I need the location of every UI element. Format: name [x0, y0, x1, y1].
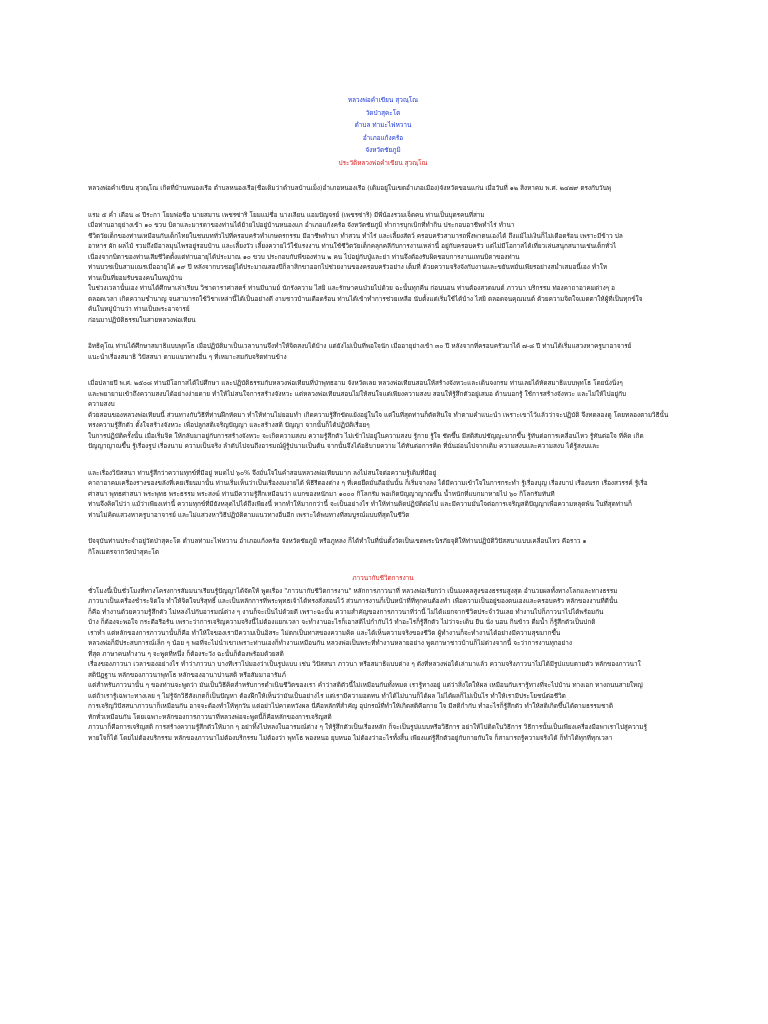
paragraph	[88, 468, 768, 521]
header-line-province: จังหวัดชัยภูมิ	[365, 146, 401, 154]
text-line: ท่านจึงคิดไปว่า แม้ว่าเพียงเท่านี้ ความทุกข์ที่มียังหลุดไปได้ถึงเพียงนี้ หากทำให้มากกว่านี้ จะเป็นอย่างไร ทำให้ท่านติดปฏิบัติต่อไป และมีความมั่นใจต่อการเจริญสติปัญญาเพื่อความหลุดพ้น ในที่สุดท่านก็	[88, 500, 632, 508]
text-line: ในการปฏิบัติครั้งนั้น เมื่อเริ่มจิต ให้กลับมาอยู่กับการสร้างจังหวะ จะเกิดความสงบ ความรู้สึกตัว ไม่เข้าไปอยู่ในความสงบ รู้กาย รู้ใจ ชัดขึ้น มีสติสัมปชัญญะมากขึ้น รู้ทันต่อการเคลื่อนไหว รู้ทันต่อใจ ที่คิด เกิด	[88, 431, 644, 440]
text-line: ภาวนาเป็นเครื่องชำระจิตใจ ทำให้จิตใจบริสุทธิ์ และเป็นหลักการที่พระพุทธเจ้าได้ทรงสั่งสอนไว้ ส่วนการงานก็เป็นหน้าที่ที่ทุกคนต้องทำ เพื่อความเป็นอยู่ของตนเองและครอบครัว หลักของงานที่ดีนั้น	[88, 597, 618, 605]
text-line: แรม ๕ ค่ำ เดือน ๘ ปีระกา โยมพ่อชื่อ นายสมาน เพชรซ่าริ โยมแม่ชื่อ นางเลียน แอมปัญจรย์ (เพชรซ่าริ) มีพี่น้องรวมเจ็ดคน ท่านเป็นบุตรคนที่สาม	[88, 210, 485, 219]
text-line: ชีวิตวัยเด็กของท่านเหมือนกับเด็กไทยในชนบททั่วไปที่ครอบครัวทำเกษตรกรรม มีอาชีพทำนา ทำสวน ทำไร่ และเลี้ยงสัตว์ ครอบครัวสามารถพึ่งพาตนเองได้ ถึงแม้ไม่เงินก็ไม่เดือดร้อน เพราะมีข้าว ปล	[88, 231, 623, 240]
text-line: ชั่วโมงนี้เป็นชั่วโมงที่ทางโครงการสัมมนาเรียนรู้ปัญญาได้จัดให้ พูดเรื่อง "ภาวนากับชีวิตการงาน" หลักการภาวนาที่ หลวงพ่อเรียกว่า เป็นมงคลสูงของธรรมสูงสุด อำนวยผลทั้งทางโลกและทางธรรม	[88, 586, 618, 595]
text-line: ปัญญาญาณขึ้น รู้เรื่องรูป เรื่องนาม ความเป็นจริง ลำดับไปจนถึงอารมณ์ผู้รู้ปนามเป็นต้น จากนั้นจึงได้อธิบายความ ได้ทันต่อการคิด ที่นั่นอ่อนไปจากเดิม ความสงบและความสงบ ได้รู้สงบและ	[88, 442, 600, 450]
header-subtitle: ประวัติหลวงพ่อคำเขียน สุวณฺโณ	[338, 158, 428, 167]
text-line: แต่สำหรับภาวนานั้น ๆ ของท่านจะพูดว่า มันเป็นวิธีคิดสำหรับการดำเนินชีวิตของเรา คำว่าสติตัวนี้ไม่เหมือนกันทั้งหมด เรารู้ทางอยู่ แต่ว่าสิ่งใดให้ผล เหมือนกับเรารู้ทางที่จะไปบ้าน ทางเอก ทางถนนสายใหญ่	[88, 681, 643, 689]
text-line: ทรงความรู้สึกตัว ตั้งใจสร้างจังหวะ เพื่อปลูกสติเจริญปัญญา และสร้างสติ ปัญญา จากนั้นก็ได้ปฏิบัติเรื่อยๆ	[88, 421, 370, 429]
text-line: ปัจจุบันท่านประจำอยู่วัดป่าสุคะโต ตำบลท่ามะไฟหวาน อำเภอแก้งคร้อ จังหวัดชัยภูมิ หรือภูหลง ก็ได้ทำในที่นั่นตั้งวัดเป็นเขตพระนิรภัยจุติให้ท่านปฏิบัติวิปัสสนาแบบเคลื่อนไหว คือราว ๑	[88, 537, 587, 545]
text-line: และพยายามเข้าถึงความสงบได้อย่างง่ายดาย ทำให้ไม่สนใจการสร้างจังหวะ แต่หลวงพ่อเทียนสอนไม่ให้สนใจแต่เพียงความสงบ สอนให้รู้สึกตัวอยู่เสมอ ด้านนอกรู้ ใช้การสร้างจังหวะ และไม่ให้ไปอยู่กับ	[88, 389, 627, 398]
text-line: เรื่องของภาวนา เวลาของอย่างไร ทำว่าภาวนา บางทีเราไปมองว่าเป็นรูปแบบ เช่น วิปัสสนา ภาวนา หรือสมาธิแบบต่าง ๆ ดังที่หลวงพ่อได้เล่ามาแล้ว ความจริงภาวนาไม่ได้มีรูปแบบตายตัว หลักของภาวนาใ	[88, 660, 641, 668]
text-line: ศาสนา พุทธศาสนา พระพุทธ พระธรรม พระสงฆ์ ท่านมีความรู้สึกเหมือนว่า แบกของหนักมา ๑๐๐๐ กิโลกรัม พอเกิดปัญญาญาณขึ้น น้ำหนักที่แบกมาหายไป ๖๐ กิโลกรัมทันที	[88, 489, 555, 498]
text-line: ความสงบ	[88, 400, 115, 408]
text-line: ท่านเป็นที่ยอมรับของคนในหมู่บ้าน	[88, 273, 183, 282]
section-title: ภาวนากับชีวิตการงาน	[352, 574, 414, 582]
text-line: อิทธิคุโณ ท่านได้ศึกษาสมาธิแบบพุทโธ เมื่อปฏิบัติมาเป็นเวลานานจึงทำให้จิตสงบได้บ้าง แต่ยังไม่เป็นที่พอใจนัก เมื่ออายุย่างเข้า ๓๐ ปี หลังจากที่ครอบครัวมาได้ ๗-๘ ปี ท่านได้เริ่มแสวงหาครูบาอาจารย์	[88, 342, 632, 350]
header-line-name: หลวงพ่อคำเขียน สุวณฺโณ	[347, 96, 419, 104]
header-line-temple: วัดป่าสุคะโต	[365, 108, 401, 117]
text-line: เมื่อท่านอายุย่างเข้า ๑๐ ขวบ บิดาและมารดาของท่านได้ย้ายไปอยู่บ้านหนองแก อำเภอแก้งคร้อ จังหวัดชัยภูมิ ทำการบุกเบิกที่ทำกิน ประกอบอาชีพทำไร่ ทำนา	[88, 221, 515, 229]
section-meditation-and-work	[88, 573, 768, 743]
text-line: แต่ถ้าเรารู้เฉพาะทางเลย ๆ ไม่รู้จักวิธีสังเกตก็เป็นปัญหา ต้องฝึกให้เห็นว่ามันเป็นอย่างไร แต่เรามีความอดทน ทำได้ไม่นานก็ได้ผล ไม่ได้ผลก็ไม่เป็นไร ทำให้เรามีประโยชน์ต่อชีวิต	[88, 691, 566, 700]
text-line: ก็คือ ทำงานด้วยความรู้สึกตัว ไม่หลงไปกับอารมณ์ต่าง ๆ งานก็จะเป็นไปด้วยดี เพราะฉะนั้น ความสำคัญของการภาวนาที่ว่านี้ ไม่ได้แยกจากชีวิตประจำวันเลย ทำงานไปก็ภาวนาไปได้พร้อมกัน	[88, 607, 604, 616]
paragraph	[88, 210, 768, 326]
text-line: ในช่วงเวลานั้นเอง ท่านได้ศึกษาเล่าเรียน วิชาดาราศาสตร์ ท่านมีนามย์ นักรังความ ไสยิ และรักษาคนป่วยไปด้วย ฉะนั้นทุกคืน ก่อนนอน ท่านต้องสวดมนต์ ภาวนา บริกรรม ท่องคาถาอาคมต่างๆ อ	[88, 284, 616, 292]
text-line: ด้วยสอนของหลวงพ่อเทียนนี้ ส่วนทางกับวิธีที่ท่านฝึกหัดมา ทำให้ท่านไม่ยอมทำ เกิดความรู้สึกขัดแย้งอยู่ในใจ แต่ในที่สุดท่านก็ตัดสินใจ ทำตามคำแนะนำ เพราะเขาไว้แล้วว่าจะปฏิบัติ จึงทดลองดู โดยทลองตามวิธีนั้น	[88, 410, 669, 419]
text-line: หายใจก็ได้ โดยไม่ต้องบริกรรม หลักของภาวนาไม่ต้องบริกรรม ไม่ต้องว่า พุทโธ พองหนอ ยุบหนอ ไม่ต้องว่าอะไรทั้งสิ้น เพียงแต่รู้สึกตัวอยู่กับกายกับใจ ก็สามารถรู้ความจริงได้ ก็ทำได้ทุกที่ทุกเวลา	[88, 733, 613, 742]
text-line: ที่สุด ภาษาคนทำงาน ๆ จะพูดที่หนึ่ง ก็ต้องระวัง ฉะนั้นก็ต้องพร้อมด้วยสติ	[88, 649, 284, 658]
text-line: กิโลเมตรจากวัดป่าสุคะโต	[88, 547, 159, 556]
header-line-subdistrict: ตำบล ท่ามะไฟหวาน	[354, 121, 412, 129]
text-line: เมื่อปลายปี พ.ศ. ๒๕๐๘ ท่านมีโอกาสได้ไปศึกษา และปฏิบัติธรรมกับหลวงพ่อเทียนที่ป่าพุทธอาม จังหวัดเลย หลวงพ่อเทียนสอนให้สร้างจังหวะและเดินจงกรม ท่านเลยได้หัดสมาธิแบบพุทโธ โดยนั่งนิ่งๆ	[88, 379, 623, 387]
text-line: สติปัฏฐาน หลักของภาวนาพุทโธ หลักของอานาปานสติ หรือสัมมาอารัมภ์	[88, 670, 286, 679]
header-line-district: อำเภอแก้งคร้อ	[362, 133, 404, 142]
text-line: การเจริญวิปัสสนาภาวนาก็เหมือนกัน อาจจะต้องทำให้ทุกวัน แต่อย่าไปคาดหวังผล นี่คือหลักที่สำคัญ อุปกรณ์ที่ทำให้เกิดสติคือกาย ใจ มีสติกำกับ ทำอะไรก็รู้สึกตัว ทำให้สติเกิดขึ้นได้ตามธรรมชาติ	[88, 702, 614, 710]
text-line: ภาวนาก็คือการเจริญสติ การสร้างความรู้สึกตัวให้มาก ๆ อย่าทิ้งไปหลงในอารมณ์ต่าง ๆ ให้รู้สึกตัวเป็นเรื่องหลัก ก็จะเป็นรูปแบบหรือวิธีการ อย่าให้ไปติดในวิธีการ วิธีการนั้นเป็นเพียงเครื่องมือพาเราไปสู่ความรู้	[88, 723, 647, 731]
text-line: แนะนำเรื่องสมาธิ วิปัสสนา ตามแนวทางอื่น ๆ ที่เหมาะสมกับจริตท่านข้าง	[88, 352, 287, 361]
text-line: ทักทั่วเหมือนกัน โดยเฉพาะหลักของการภาวนาที่หลวงพ่อจะพูดนี้ก็คือหลักของการเจริญสติ	[88, 712, 332, 721]
text-line: ท่านบวชเป็นสามเณรเมื่ออายุได้ ๑๙ ปี หลังจากบวชอยู่ได้ประมาณสองปีก็ลาสิกขาออกไปช่วยงานของครอบครัวอย่าง เต็มที่ ด้วยความจริงจังกับงานและขยันหมั่นเพียรอย่างสม่ำเสมอนี้เอง ทำให	[88, 263, 608, 271]
paragraph	[88, 183, 768, 194]
text-line: บ้าง ก็ต้องจะพอใจ กระตือรือร้น เพราะว่าการเจริญความจริงนี้ไม่ต้องแยกเวลา จะทำงานอะไรก็เอาสติไปกำกับไว้ ทำอะไรก็รู้สึกตัว ไม่ว่าจะเดิน ยืน นั่ง นอน กินข้าว ดื่มน้ำ ก็รู้สึกตัวเป็นปกติ	[88, 618, 596, 626]
text-line: เนื่องจากบิดาของท่านเสียชีวิตตั้งแต่ท่านอายุได้ประมาณ ๑๐ ขวบ ประกอบกับพี่ของท่าน ๒ คน ไปอยู่กับปู่และย่า ท่านจึงต้องรับผิดชอบการงานแทนบิดาของท่าน	[88, 252, 520, 261]
text-line: คาถาอาคมเครื่องรางของขลังที่เคยเรียนมานั้น ท่านเริ่มเห็นว่าเป็นเรื่องงมงายได้ พิธีรีตองต่าง ๆ ที่เคยยึดมั่นถือมั่นนั้น ก็เริ่มจางลง ได้มีความเข้าใจในการกระทำ รู้เรื่องบุญ เรื่องบาป เรื่องนรก เรื่องสวรรค์ รู้เรื่อ	[88, 479, 648, 487]
text-line: ค้นในหมู่บ้านว่า ท่านเป็นพระอาจารย์	[88, 305, 190, 313]
document-header	[0, 94, 766, 169]
paragraph	[88, 536, 768, 557]
text-line: ตลอดเวลา เกิดความชำนาญ จนสามารถใช้วิชาเหล่านี้ได้เป็นอย่างดี งามชาวบ้านเดือดร้อน ท่านได้เข้าทำการช่วยเหลือ นับตั้งแต่เริ่มใช้ได้บ้าง ไสยิ ตลอดจนคุณมนต์ ด้วยความจิตใจเมตตาให้ผู้ที่เป็นทุกข์ใจ	[88, 294, 643, 303]
paragraph	[88, 341, 768, 362]
text-line: หลวงพ่อก็มีประสบการณ์เล็ก ๆ น้อย ๆ พอที่จะไม่นำเขาเพราะท่านเองก็ทำงานเหมือนกัน หลวงพ่อเป็นพระที่ทำงานหลายอย่าง พูดภาษาชาวบ้านก็ไม่ต่างจากนี้ จะว่าการงานทุกอย่าง	[88, 639, 572, 647]
text-line: ท่านไม่คิดแสวงหาครูบาอาจารย์ และไม่แสวงหาวิธีปฏิบัติตามแนวทางอื่นอีก เพราะได้พบทางที่สมบูรณ์แบบที่สุดในชีวิต	[88, 510, 410, 519]
text-line: และเรื่องวิปัสสนา ท่านรู้สึกว่าความทุกข์ที่มีอยู่ หมดไป ๖๐% จึงมั่นใจในคำสอนหลวงพ่อเทียนมาก ลงไม่สนใจต่อความรู้เดิมที่มีอยู่	[88, 468, 437, 477]
text-line: หลวงพ่อคำเขียน สุวณฺโณ เกิดที่บ้านหนองเรือ ตำบลหนองเรือ(ชื่อเดิมว่าตำบลบ้านเม็ง)อำเภอหนองเรือ (เดิมอยู่ในเขตอำเภอเมือง)จังหวัดขอนแก่น เมื่อวันที่ ๑๒ สิงหาคม พ.ศ. ๒๔๗๙ ตรงกับวันพุ	[88, 184, 612, 192]
document-body	[88, 183, 768, 743]
text-line: ก่อนมาปฏิบัติธรรมในสายหลวงพ่อเทียน	[88, 315, 196, 324]
paragraph	[88, 378, 768, 452]
text-line: อาหาร ผัก ผลไม้ รวมถึงมีอาลมุนไพรอยู่รอบบ้าน และเลี้ยงวัว เลี้ยงควายไว้ใช้แรงงาน ท่านใช้ชีวิตวัยเด็กคลุกคลีกับการงานเหล่านี้ อยู่กับครอบครัว แต่ไม่มีโอกาสได้เที่ยวเล่นสนุกสนานเช่นเด็กทั่วไ	[88, 242, 617, 250]
text-line: เราทำ แต่หลักของการภาวนานั้นก็คือ ทำให้ใจของเรามีความเป็นอิสระ ไม่ตกเป็นทาสของความคิด และได้เห็นความจริงของชีวิต ผู้ทำงานก็จะทำงานได้อย่างมีความสุขมากขึ้น	[88, 628, 561, 637]
